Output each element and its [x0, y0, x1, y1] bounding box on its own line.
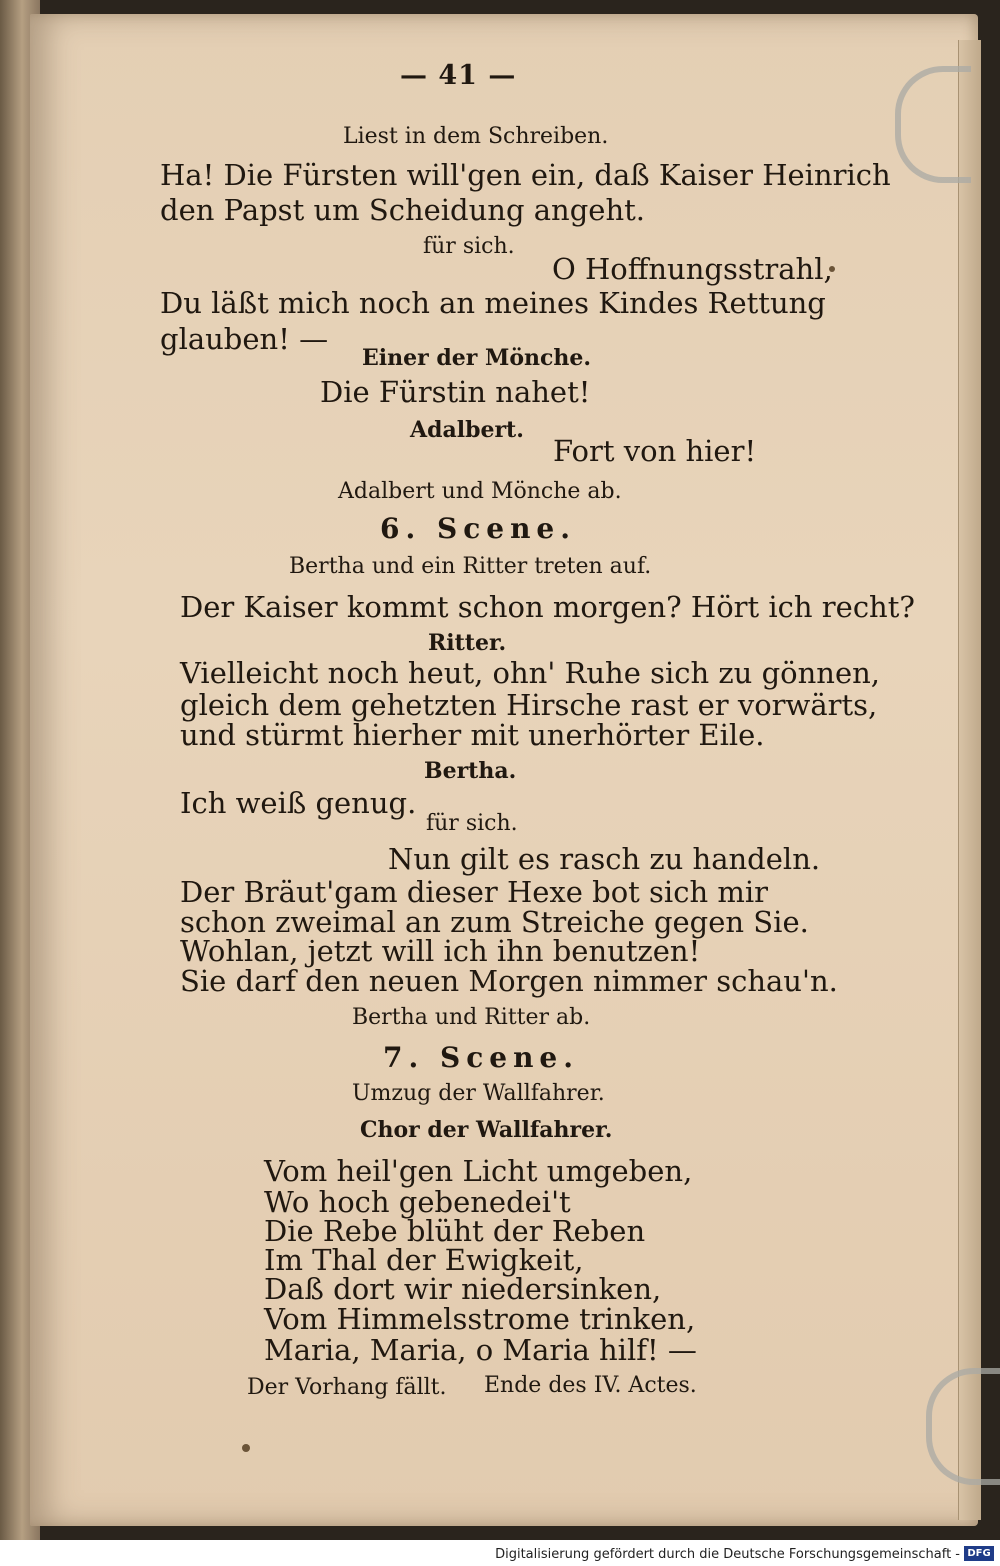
stage-direction: Der Vorhang fällt.: [247, 1375, 447, 1400]
verse-line: und stürmt hierher mit unerhörter Eile.: [180, 718, 765, 752]
verse-line: den Papst um Scheidung angeht.: [160, 193, 645, 227]
verse-line: glauben! —: [160, 322, 329, 356]
verse-line: Der Kaiser kommt schon morgen? Hört ich recht?: [180, 590, 915, 624]
footer-bar: [0, 1540, 1000, 1566]
stage-direction: Umzug der Wallfahrer.: [352, 1081, 605, 1106]
stage-direction: Bertha und ein Ritter treten auf.: [289, 554, 652, 579]
verse-line: Du läßt mich noch an meines Kindes Rettung: [160, 286, 826, 320]
stage-direction: Chor der Wallfahrer.: [360, 1117, 613, 1143]
verse-line: Wo hoch gebenedei't: [264, 1185, 571, 1219]
stage-direction: für sich.: [426, 811, 518, 836]
verse-line: Im Thal der Ewigkeit,: [264, 1243, 584, 1277]
verse-line: Wohlan, jetzt will ich ihn benutzen!: [180, 934, 701, 968]
verse-line: Die Rebe blüht der Reben: [264, 1214, 646, 1248]
speaker-name: Adalbert.: [410, 417, 524, 443]
paper-stain: [242, 1444, 250, 1452]
verse-line: Vom heil'gen Licht umgeben,: [264, 1154, 693, 1188]
scene-heading: 7. Scene.: [383, 1041, 579, 1074]
funding-credit: Digitalisierung gefördert durch die Deutsche Forschungsgemeinschaft -: [495, 1547, 960, 1562]
verse-line: Maria, Maria, o Maria hilf! —: [264, 1333, 697, 1367]
paper-clip-top: [895, 66, 971, 183]
verse-line: schon zweimal an zum Streiche gegen Sie.: [180, 905, 809, 939]
verse-line: Sie darf den neuen Morgen nimmer schau'n.: [180, 964, 838, 998]
stage-direction: Bertha und Ritter ab.: [352, 1005, 591, 1030]
verse-line: Der Bräut'gam dieser Hexe bot sich mir: [180, 875, 768, 909]
page-fore-edge: [958, 40, 981, 1520]
stage-direction: Liest in dem Schreiben.: [343, 124, 609, 149]
stage-direction: für sich.: [423, 234, 515, 259]
scene-heading: 6. Scene.: [380, 512, 576, 545]
speaker-name: Einer der Mönche.: [362, 345, 592, 371]
verse-line: Ha! Die Fürsten will'gen ein, daß Kaiser Heinrich: [160, 158, 891, 192]
dfg-logo: DFG: [964, 1546, 994, 1561]
verse-line: Daß dort wir niedersinken,: [264, 1272, 662, 1306]
verse-line: Nun gilt es rasch zu handeln.: [388, 842, 821, 876]
page-number: — 41 —: [400, 60, 517, 91]
verse-line: gleich dem gehetzten Hirsche rast er vorwärts,: [180, 688, 878, 722]
verse-line: Vom Himmelsstrome trinken,: [264, 1302, 696, 1336]
stage-direction: Ende des IV. Actes.: [484, 1373, 697, 1398]
verse-line: Fort von hier!: [553, 434, 757, 468]
paper-clip-bottom: [926, 1368, 1000, 1485]
speaker-name: Bertha.: [424, 758, 517, 784]
stage-direction: Adalbert und Mönche ab.: [338, 479, 622, 504]
verse-line: O Hoffnungsstrahl,: [552, 252, 833, 286]
verse-line: Die Fürstin nahet!: [320, 375, 591, 409]
verse-line: Ich weiß genug.: [180, 786, 417, 820]
speaker-name: Ritter.: [428, 630, 507, 656]
verse-line: Vielleicht noch heut, ohn' Ruhe sich zu gönnen,: [180, 656, 881, 690]
